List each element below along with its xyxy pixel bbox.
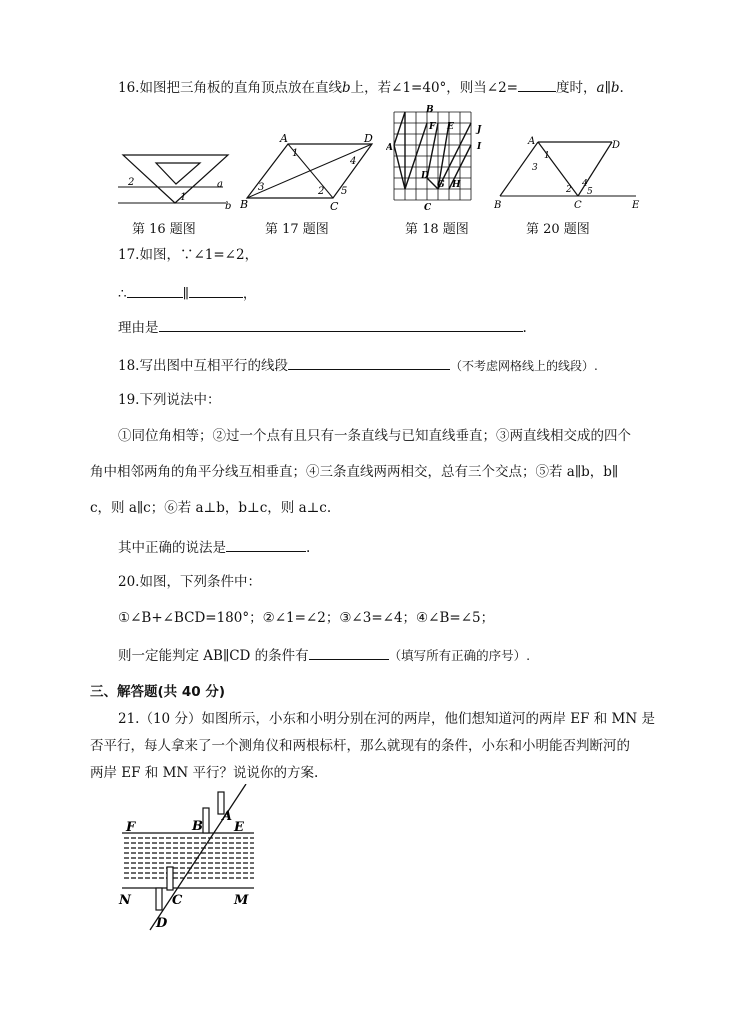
q17-reason-label: 理由是 bbox=[118, 320, 159, 336]
f17-3: 3 bbox=[258, 182, 265, 193]
question-20: 20.如图，下列条件中： bbox=[118, 574, 261, 590]
q17-conclusion bbox=[118, 283, 256, 303]
f20-C: C bbox=[574, 200, 582, 211]
f21-A: A bbox=[222, 809, 233, 824]
q16-var-a: a bbox=[596, 80, 605, 96]
f16-label-1: 1 bbox=[180, 192, 187, 203]
q17-therefore: ∴ bbox=[118, 286, 127, 302]
f18-J: J bbox=[477, 125, 482, 135]
f18-G: G bbox=[437, 180, 445, 190]
f18-C: C bbox=[424, 203, 432, 212]
f18-B: B bbox=[426, 105, 434, 115]
q19-statements-1: ①同位角相等；②过一个点有且只有一条直线与已知直线垂直；③两直线相交成的四个 bbox=[118, 428, 631, 444]
q16-var-b: b bbox=[610, 80, 620, 96]
figure-17 bbox=[240, 128, 388, 212]
q18-note: （不考虑网格线上的线段）. bbox=[449, 359, 598, 373]
question-21-line-3: 两岸 EF 和 MN 平行？说说你的方案. bbox=[90, 765, 319, 781]
f20-4: 4 bbox=[582, 179, 588, 189]
q16-parallel: ∥ bbox=[604, 80, 611, 96]
sight-line bbox=[150, 784, 246, 930]
f20-1: 1 bbox=[544, 151, 550, 161]
q20-note: （填写所有正确的序号）. bbox=[388, 648, 531, 663]
q19-answer bbox=[118, 537, 310, 557]
q16-text-2: 上，若∠1=40°，则当∠2= bbox=[350, 80, 518, 96]
figure-21 bbox=[114, 784, 264, 934]
question-16 bbox=[118, 77, 624, 97]
caption-16: 第 16 题图 bbox=[132, 222, 196, 237]
f17-4: 4 bbox=[350, 156, 357, 167]
river-water bbox=[124, 838, 254, 878]
f17-A: A bbox=[280, 132, 288, 145]
q18-blank[interactable] bbox=[288, 355, 450, 370]
q16-blank[interactable] bbox=[518, 77, 556, 92]
q17-blank-1[interactable] bbox=[127, 283, 183, 298]
q19-blank[interactable] bbox=[226, 537, 306, 552]
caption-17: 第 17 题图 bbox=[265, 222, 329, 237]
f18-F: F bbox=[429, 122, 436, 132]
f17-1: 1 bbox=[292, 148, 299, 159]
pole-c bbox=[167, 867, 173, 890]
f17-C: C bbox=[330, 200, 339, 212]
f20-D: D bbox=[612, 140, 621, 151]
f21-B: B bbox=[192, 819, 203, 834]
q16-var: b bbox=[341, 80, 351, 96]
f21-M: M bbox=[234, 893, 249, 908]
q16-text-3: 度时， bbox=[556, 80, 597, 96]
question-19: 19.下列说法中： bbox=[118, 392, 221, 408]
triangle-ruler bbox=[123, 155, 228, 203]
f18-I: I bbox=[477, 142, 482, 152]
q19-end: . bbox=[306, 540, 311, 556]
f17-D: D bbox=[364, 132, 373, 145]
q16-end: . bbox=[619, 80, 624, 96]
q19-statements-3: c，则 a∥c；⑥若 a⊥b，b⊥c，则 a⊥c. bbox=[90, 500, 332, 516]
figure-16 bbox=[118, 140, 238, 212]
q18-text: 18.写出图中互相平行的线段 bbox=[118, 358, 288, 374]
f16-label-2: 2 bbox=[128, 177, 135, 188]
q17-end: . bbox=[522, 320, 527, 336]
q17-comma: ， bbox=[242, 286, 257, 302]
q16-text: 16.如图把三角板的直角顶点放在直线 bbox=[118, 80, 342, 96]
pole-b bbox=[203, 808, 209, 833]
q20-blank[interactable] bbox=[309, 645, 389, 660]
triangle-inner bbox=[156, 163, 200, 184]
f17-B: B bbox=[240, 198, 249, 211]
f18-H: H bbox=[452, 180, 461, 190]
f17-5: 5 bbox=[341, 186, 348, 197]
question-21-line-2: 否平行，每人拿来了一个测角仪和两根标杆，那么就现有的条件，小东和小明能否判断河的 bbox=[90, 738, 630, 754]
f21-F: F bbox=[126, 820, 136, 835]
question-17: 17.如图，∵∠1=∠2， bbox=[118, 247, 259, 263]
figure-18 bbox=[386, 104, 486, 212]
f16-label-a: a bbox=[217, 179, 223, 190]
q17-reason bbox=[118, 317, 527, 337]
question-21-line-1: 21.（10 分）如图所示，小东和小明分别在河的两岸，他们想知道河的两岸 EF 和 MN 是 bbox=[118, 711, 655, 727]
caption-18: 第 18 题图 bbox=[405, 222, 469, 237]
q19-statements-2: 角中相邻两角的角平分线互相垂直；④三条直线两两相交，总有三个交点；⑤若 a∥b，b∥ bbox=[90, 464, 619, 480]
q17-parallel: ∥ bbox=[182, 286, 189, 302]
f17-2: 2 bbox=[318, 186, 325, 197]
f20-B: B bbox=[494, 200, 502, 211]
f16-label-b: b bbox=[225, 201, 232, 212]
q20-answer-label: 则一定能判定 AB∥CD 的条件有 bbox=[118, 648, 309, 664]
f21-C: C bbox=[172, 893, 183, 908]
q17-reason-blank[interactable] bbox=[159, 317, 523, 332]
f20-5: 5 bbox=[587, 187, 593, 197]
pole-d bbox=[156, 888, 162, 910]
f20-3: 3 bbox=[532, 163, 538, 173]
section-3-title: 三、解答题(共 40 分) bbox=[90, 684, 226, 700]
diagonal-bd bbox=[247, 144, 372, 198]
q20-answer bbox=[118, 645, 530, 665]
figure-20 bbox=[494, 134, 644, 212]
q20-conditions: ①∠B+∠BCD=180°；②∠1=∠2；③∠3=∠4；④∠B=∠5； bbox=[118, 610, 495, 626]
f21-E: E bbox=[234, 820, 244, 835]
f21-D: D bbox=[156, 916, 168, 931]
f18-D: D bbox=[421, 171, 429, 181]
f20-E: E bbox=[632, 200, 640, 211]
f18-E: E bbox=[447, 122, 454, 132]
f20-A: A bbox=[528, 136, 536, 147]
f18-A: A bbox=[386, 143, 393, 153]
q17-blank-2[interactable] bbox=[189, 283, 243, 298]
caption-20: 第 20 题图 bbox=[526, 222, 590, 237]
q19-answer-label: 其中正确的说法是 bbox=[118, 540, 226, 556]
question-18 bbox=[118, 355, 598, 375]
f21-N: N bbox=[119, 893, 131, 908]
f20-2: 2 bbox=[566, 185, 572, 195]
